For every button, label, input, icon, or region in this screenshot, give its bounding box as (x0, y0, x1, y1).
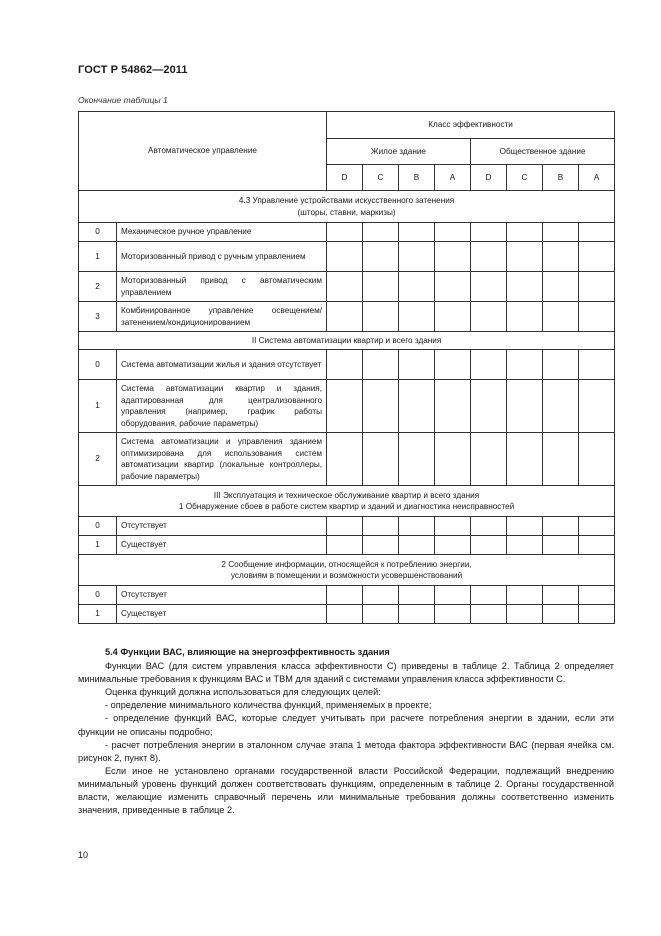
empty-cell (579, 350, 615, 380)
empty-cell (399, 272, 435, 302)
row-number: 1 (79, 536, 117, 555)
empty-cell (399, 586, 435, 605)
row-number: 0 (79, 586, 117, 605)
row-number: 1 (79, 242, 117, 272)
empty-cell (363, 223, 399, 242)
row-number: 1 (79, 380, 117, 433)
paragraph: Функции ВАС (для систем управления класса эффективности С) приведены в таблице 2. Таблица 2 определяет минимальные требования к функциям ВАС и ТВМ для зданий с системами управления класса эффективности С. (78, 661, 614, 685)
empty-cell (363, 433, 399, 486)
empty-cell (471, 223, 507, 242)
empty-cell (471, 242, 507, 272)
empty-cell (363, 350, 399, 380)
empty-cell (507, 586, 543, 605)
empty-cell (363, 517, 399, 536)
empty-cell (507, 223, 543, 242)
empty-cell (327, 223, 363, 242)
header-public: Общественное здание (471, 139, 615, 165)
empty-cell (435, 350, 471, 380)
empty-cell (579, 380, 615, 433)
empty-cell (579, 272, 615, 302)
section-5-4 (78, 646, 614, 817)
empty-cell (435, 302, 471, 332)
paragraph: Если иное не установлено органами государственной власти Российской Федерации, подлежащий внедрению минимальный уровень функций должен соответствовать функциям, определенным в таблице 2. Органы государственной власти, желающие изменить справочный перечень или минимальные требования должны соответственно изменить значения, приведенные в таблице 2. (78, 765, 614, 816)
class-c: C (363, 165, 399, 191)
empty-cell (543, 223, 579, 242)
empty-cell (543, 517, 579, 536)
row-text: Система автоматизации квартир и здания, адаптированная для централизованного управления (например, график работы оборудования, рабочие параметры) (117, 380, 327, 433)
empty-cell (579, 302, 615, 332)
header-residential: Жилое здание (327, 139, 471, 165)
empty-cell (363, 605, 399, 624)
empty-cell (507, 380, 543, 433)
row-text: Механическое ручное управление (117, 223, 327, 242)
class-d: D (327, 165, 363, 191)
empty-cell (327, 272, 363, 302)
empty-cell (327, 380, 363, 433)
empty-cell (435, 536, 471, 555)
empty-cell (471, 517, 507, 536)
empty-cell (435, 380, 471, 433)
empty-cell (471, 536, 507, 555)
empty-cell (471, 350, 507, 380)
row-number: 3 (79, 302, 117, 332)
empty-cell (579, 536, 615, 555)
empty-cell (363, 536, 399, 555)
list-item: - определение функций ВАС, которые следует учитывать при расчете потребления энергии в здании, если эти функции не описаны подробно; (78, 713, 614, 737)
empty-cell (399, 536, 435, 555)
empty-cell (471, 272, 507, 302)
empty-cell (435, 586, 471, 605)
empty-cell (543, 272, 579, 302)
empty-cell (399, 605, 435, 624)
row-number: 1 (79, 605, 117, 624)
section-heading: 5.4 Функции ВАС, влияющие на энергоэффективность здания (105, 647, 390, 657)
empty-cell (435, 605, 471, 624)
page-number: 10 (78, 850, 89, 860)
empty-cell (435, 517, 471, 536)
empty-cell (327, 517, 363, 536)
empty-cell (471, 605, 507, 624)
empty-cell (507, 350, 543, 380)
class-c: C (507, 165, 543, 191)
empty-cell (579, 517, 615, 536)
class-a: A (579, 165, 615, 191)
empty-cell (363, 586, 399, 605)
empty-cell (507, 536, 543, 555)
empty-cell (579, 433, 615, 486)
empty-cell (363, 272, 399, 302)
empty-cell (471, 433, 507, 486)
empty-cell (543, 380, 579, 433)
row-text: Система автоматизации и управления зданием оптимизирована для использования систем автоматизации квартир (локальные контроллеры, рабочие параметры) (117, 433, 327, 486)
empty-cell (543, 433, 579, 486)
header-efficiency-class: Класс эффективности (327, 112, 615, 139)
empty-cell (507, 272, 543, 302)
empty-cell (507, 517, 543, 536)
row-text: Отсутствует (117, 517, 327, 536)
row-number: 0 (79, 223, 117, 242)
section-title: 2 Сообщение информации, относящейся к потреблению энергии, условиям в помещении и возможности усовершенствований (79, 555, 615, 586)
empty-cell (327, 302, 363, 332)
empty-cell (327, 536, 363, 555)
row-text: Отсутствует (117, 586, 327, 605)
row-number: 2 (79, 433, 117, 486)
row-number: 0 (79, 350, 117, 380)
empty-cell (543, 536, 579, 555)
empty-cell (471, 586, 507, 605)
document-code: ГОСТ Р 54862—2011 (78, 64, 188, 76)
section-title: 4.3 Управление устройствами искусственного затенения (шторы, ставни, маркизы) (79, 191, 615, 223)
class-a: A (435, 165, 471, 191)
header-automatic-control: Автоматическое управление (79, 112, 327, 191)
empty-cell (435, 433, 471, 486)
empty-cell (399, 242, 435, 272)
section-title: III Эксплуатация и техническое обслуживание квартир и всего здания 1 Обнаружение сбоев в работе систем квартир и зданий и диагностика неисправностей (79, 486, 615, 517)
empty-cell (435, 272, 471, 302)
empty-cell (579, 242, 615, 272)
empty-cell (399, 517, 435, 536)
table-caption: Окончание таблицы 1 (78, 95, 168, 105)
empty-cell (579, 605, 615, 624)
paragraph: Оценка функций должна использоваться для следующих целей: (105, 687, 381, 698)
empty-cell (543, 586, 579, 605)
empty-cell (399, 380, 435, 433)
row-number: 0 (79, 517, 117, 536)
empty-cell (327, 350, 363, 380)
empty-cell (507, 433, 543, 486)
empty-cell (399, 350, 435, 380)
class-d: D (471, 165, 507, 191)
efficiency-class-table (78, 111, 615, 624)
list-item: - расчет потребления энергии в эталонном случае этапа 1 метода фактора эффективности ВАС (первая ячейка см. рисунок 2, пункт 8). (78, 739, 614, 763)
empty-cell (399, 302, 435, 332)
empty-cell (543, 605, 579, 624)
empty-cell (363, 380, 399, 433)
row-text: Моторизованный привод с автоматическим управлением (117, 272, 327, 302)
row-text: Комбинированное управление освещением/затенением/кондиционированием (117, 302, 327, 332)
empty-cell (471, 302, 507, 332)
row-number: 2 (79, 272, 117, 302)
empty-cell (363, 302, 399, 332)
empty-cell (327, 586, 363, 605)
empty-cell (471, 380, 507, 433)
class-b: B (543, 165, 579, 191)
row-text: Существует (117, 536, 327, 555)
empty-cell (579, 586, 615, 605)
empty-cell (435, 242, 471, 272)
row-text: Моторизованный привод с ручным управлением (117, 242, 327, 272)
empty-cell (507, 605, 543, 624)
empty-cell (543, 302, 579, 332)
empty-cell (399, 223, 435, 242)
empty-cell (399, 433, 435, 486)
empty-cell (435, 223, 471, 242)
empty-cell (327, 433, 363, 486)
section-title: II Система автоматизации квартир и всего здания (79, 332, 615, 350)
empty-cell (579, 223, 615, 242)
class-b: B (399, 165, 435, 191)
row-text: Система автоматизации жилья и здания отсутствует (117, 350, 327, 380)
row-text: Существует (117, 605, 327, 624)
empty-cell (327, 242, 363, 272)
empty-cell (543, 350, 579, 380)
empty-cell (507, 302, 543, 332)
empty-cell (507, 242, 543, 272)
empty-cell (327, 605, 363, 624)
list-item: - определение минимального количества функций, применяемых в проекте; (105, 700, 432, 711)
empty-cell (543, 242, 579, 272)
empty-cell (363, 242, 399, 272)
